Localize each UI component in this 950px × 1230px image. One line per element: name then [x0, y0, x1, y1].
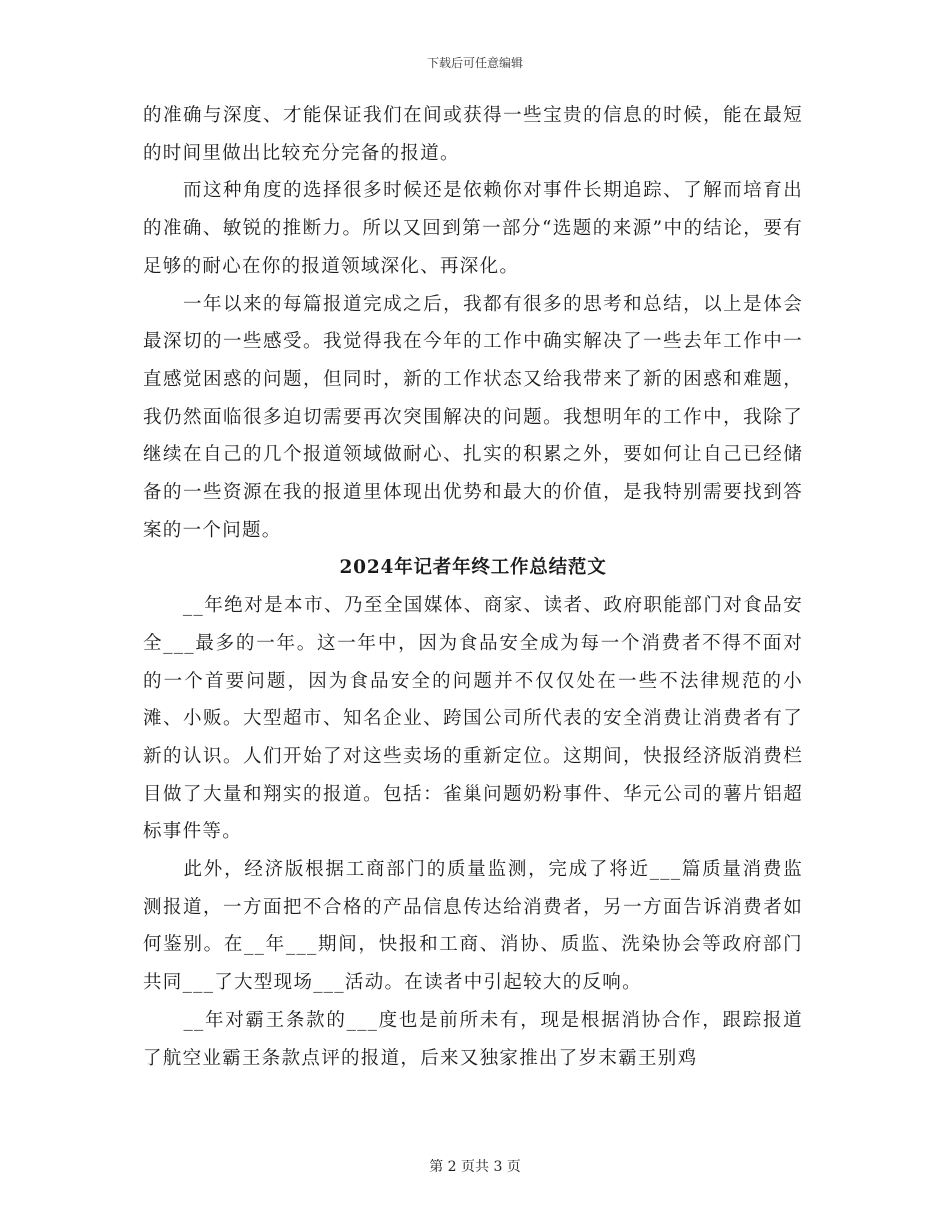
section-title: 2024年记者年终工作总结范文 [339, 557, 607, 579]
document-body [143, 97, 803, 1077]
paragraph: __年绝对是本市、乃至全国媒体、商家、读者、政府职能部门对食品安全___最多的一年。这一年中，因为食品安全成为每一个消费者不得不面对的一个首要问题，因为食品安全的问题并不仅仅处在一些不法律规范的小滩、小贩。大型超市、知名企业、跨国公司所代表的安全消费让消费者有了新的认识。人们开始了对这些卖场的重新定位。这期间，快报经济版消费栏目做了大量和翔实的报道。包括：雀巢问题奶粉事件、华元公司的薯片铝超标事件等。 [143, 595, 803, 843]
page-header: 下载后可任意编辑 [426, 56, 523, 70]
paragraph: __年对霸王条款的___度也是前所未有，现是根据消协合作，跟踪报道了航空业霸王条款点评的报道，后来又独家推出了岁末霸王别鸡 [143, 1009, 803, 1069]
paragraph: 一年以来的每篇报道完成之后，我都有很多的思考和总结，以上是体会最深切的一些感受。我觉得我在今年的工作中确实解决了一些去年工作中一直感觉困惑的问题，但同时，新的工作状态又给我带来了新的困惑和难题，我仍然面临很多迫切需要再次突围解决的问题。我想明年的工作中，我除了继续在自己的几个报道领域做耐心、扎实的积累之外，要如何让自己已经储备的一些资源在我的报道里体现出优势和最大的价值，是我特别需要找到答案的一个问题。 [143, 293, 803, 541]
paragraph: 此外，经济版根据工商部门的质量监测，完成了将近___篇质量消费监测报道，一方面把不合格的产品信息传达给消费者，另一方面告诉消费者如何鉴别。在__年___期间，快报和工商、消协、质监、洗染协会等政府部门共同___了大型现场___活动。在读者中引起较大的反响。 [143, 859, 803, 994]
paragraph: 而这种角度的选择很多时候还是依赖你对事件长期追踪、了解而培育出的准确、敏锐的推断力。所以又回到第一部分“选题的来源”中的结论，要有足够的耐心在你的报道领域深化、再深化。 [143, 180, 803, 277]
paragraph: 的准确与深度、才能保证我们在间或获得一些宝贵的信息的时候，能在最短的时间里做出比较充分完备的报道。 [143, 105, 803, 164]
page-footer: 第 2 页共 3 页 [429, 1159, 521, 1175]
